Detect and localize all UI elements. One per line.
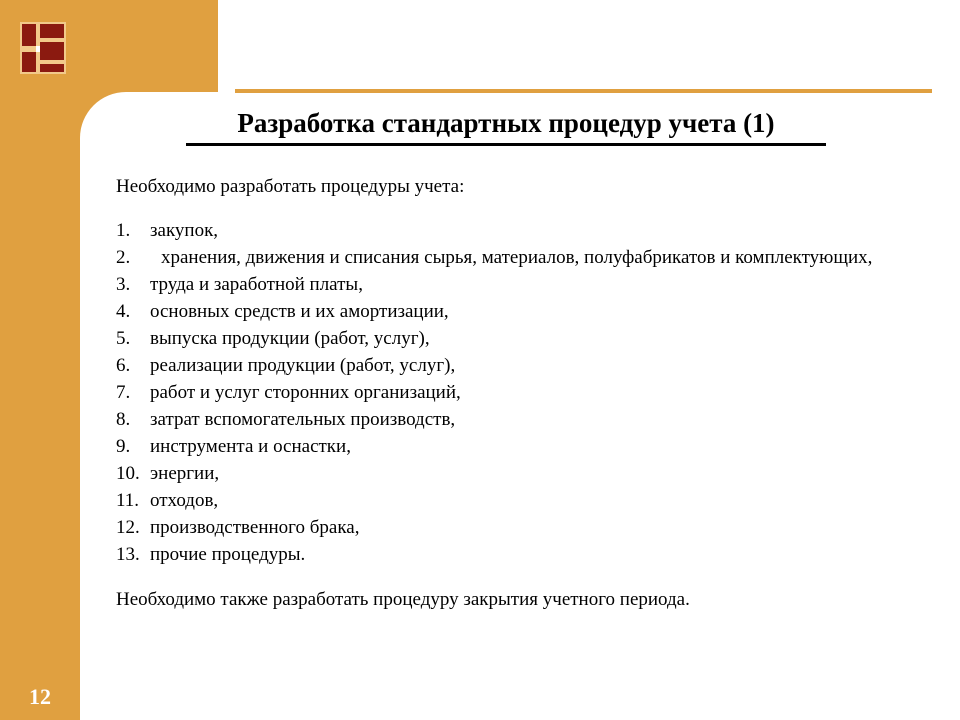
- item-number: 5.: [116, 328, 131, 349]
- item-number: 3.: [116, 274, 131, 295]
- item-text: прочие процедуры.: [150, 544, 306, 565]
- list-item: [116, 541, 906, 568]
- item-text: энергии,: [150, 463, 220, 484]
- list-item: [116, 487, 906, 514]
- title-wrap: [186, 108, 826, 146]
- list-item: [116, 433, 906, 460]
- item-text: выпуска продукции (работ, услуг),: [150, 328, 430, 349]
- item-number: 4.: [116, 301, 131, 322]
- list-item: [116, 514, 906, 541]
- item-number: 2.: [116, 247, 131, 268]
- page-number: 12: [29, 684, 51, 709]
- item-number: 10.: [116, 463, 140, 484]
- item-number: 9.: [116, 436, 131, 457]
- item-text: хранения, движения и списания сырья, материалов, полуфабрикатов и комплектующих,: [161, 247, 873, 268]
- item-number: 12.: [116, 517, 140, 538]
- item-text: работ и услуг сторонних организаций,: [150, 382, 461, 403]
- intro-text: Необходимо разработать процедуры учета:: [116, 176, 465, 197]
- top-rule: [235, 89, 932, 93]
- list-item: [116, 298, 906, 325]
- item-text: основных средств и их амортизации,: [150, 301, 449, 322]
- slide-title: Разработка стандартных процедур учета (1): [186, 108, 826, 146]
- procedure-list: [116, 217, 906, 568]
- list-item: [116, 460, 906, 487]
- item-text: производственного брака,: [150, 517, 360, 538]
- slide-content: [116, 173, 906, 613]
- logo-icon: [20, 22, 66, 74]
- list-item: [116, 271, 906, 298]
- list-item: [116, 325, 906, 352]
- list-item: [116, 379, 906, 406]
- item-number: 6.: [116, 355, 131, 376]
- item-text: реализации продукции (работ, услуг),: [150, 355, 456, 376]
- item-text: закупок,: [150, 220, 219, 241]
- item-number: 11.: [116, 490, 140, 511]
- item-number: 7.: [116, 382, 131, 403]
- list-item: [116, 406, 906, 433]
- list-item: [116, 217, 906, 244]
- item-text: инструмента и оснастки,: [150, 436, 351, 457]
- item-number: 8.: [116, 409, 131, 430]
- list-item: [116, 244, 906, 271]
- item-text: труда и заработной платы,: [150, 274, 363, 295]
- item-number: 13.: [116, 544, 140, 565]
- outro-text: Необходимо также разработать процедуру закрытия учетного периода.: [116, 589, 690, 610]
- item-number: 1.: [116, 220, 131, 241]
- list-item: [116, 352, 906, 379]
- item-text: затрат вспомогательных производств,: [150, 409, 456, 430]
- item-text: отходов,: [150, 490, 219, 511]
